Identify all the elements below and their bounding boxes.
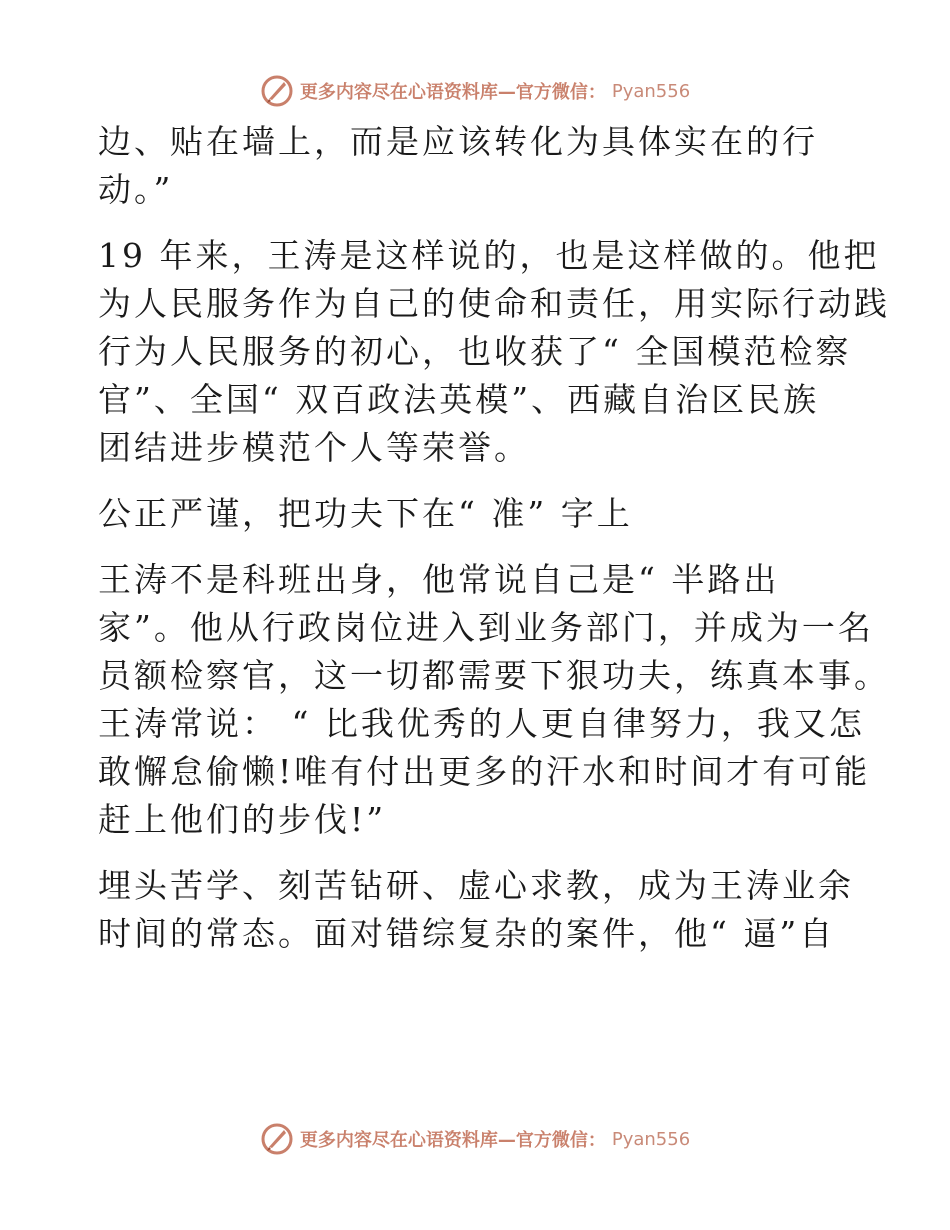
text-line: 埋头苦学、刻苦钻研、虚心求教，成为王涛业余 <box>98 866 854 905</box>
text-line: 官”、全国“ 双百政法英模”、西藏自治区民族 <box>98 380 820 419</box>
text-line: 时间的常态。面对错综复杂的案件，他“ 逼”自 <box>98 914 836 953</box>
feather-pen-logo-icon <box>260 1122 294 1156</box>
text-line: 王涛常说： “ 比我优秀的人更自律努力，我又怎 <box>98 704 865 743</box>
paragraph-3 <box>98 556 890 844</box>
text-line: 赶上他们的步伐!” <box>98 800 387 839</box>
text-line: 员额检察官，这一切都需要下狠功夫，练真本事。 <box>98 656 890 695</box>
text-line: 边、贴在墙上，而是应该转化为具体实在的行 <box>98 122 818 161</box>
feather-pen-logo-icon <box>260 74 294 108</box>
text-line: 行为人民服务的初心，也收获了“ 全国模范检察 <box>98 332 852 371</box>
text-line: 敢懈怠偷懒!唯有付出更多的汗水和时间才有可能 <box>98 752 871 791</box>
header-banner <box>0 74 950 108</box>
text-line: 王涛不是科班出身，他常说自己是“ 半路出 <box>98 560 780 599</box>
text-line: 为人民服务作为自己的使命和责任，用实际行动践 <box>98 284 890 323</box>
text-line: 19 年来，王涛是这样说的，也是这样做的。他把 <box>98 236 880 275</box>
paragraph-4 <box>98 862 858 958</box>
footer-banner <box>0 1122 950 1156</box>
footer-banner-text: 更多内容尽在心语资料库—官方微信： <box>299 1130 606 1151</box>
section-heading: 公正严谨，把功夫下在“ 准” 字上 <box>98 494 633 533</box>
text-line: 动。” <box>98 170 174 209</box>
text-line: 家”。他从行政岗位进入到业务部门，并成为一名 <box>98 608 874 647</box>
text-line: 团结进步模范个人等荣誉。 <box>98 428 530 467</box>
document-body <box>98 118 890 976</box>
header-wechat-id: Pyan556 <box>611 80 691 102</box>
footer-wechat-id: Pyan556 <box>611 1128 691 1150</box>
paragraph-2 <box>98 232 890 472</box>
header-banner-text: 更多内容尽在心语资料库—官方微信： <box>299 82 606 103</box>
paragraph-1 <box>98 118 858 214</box>
